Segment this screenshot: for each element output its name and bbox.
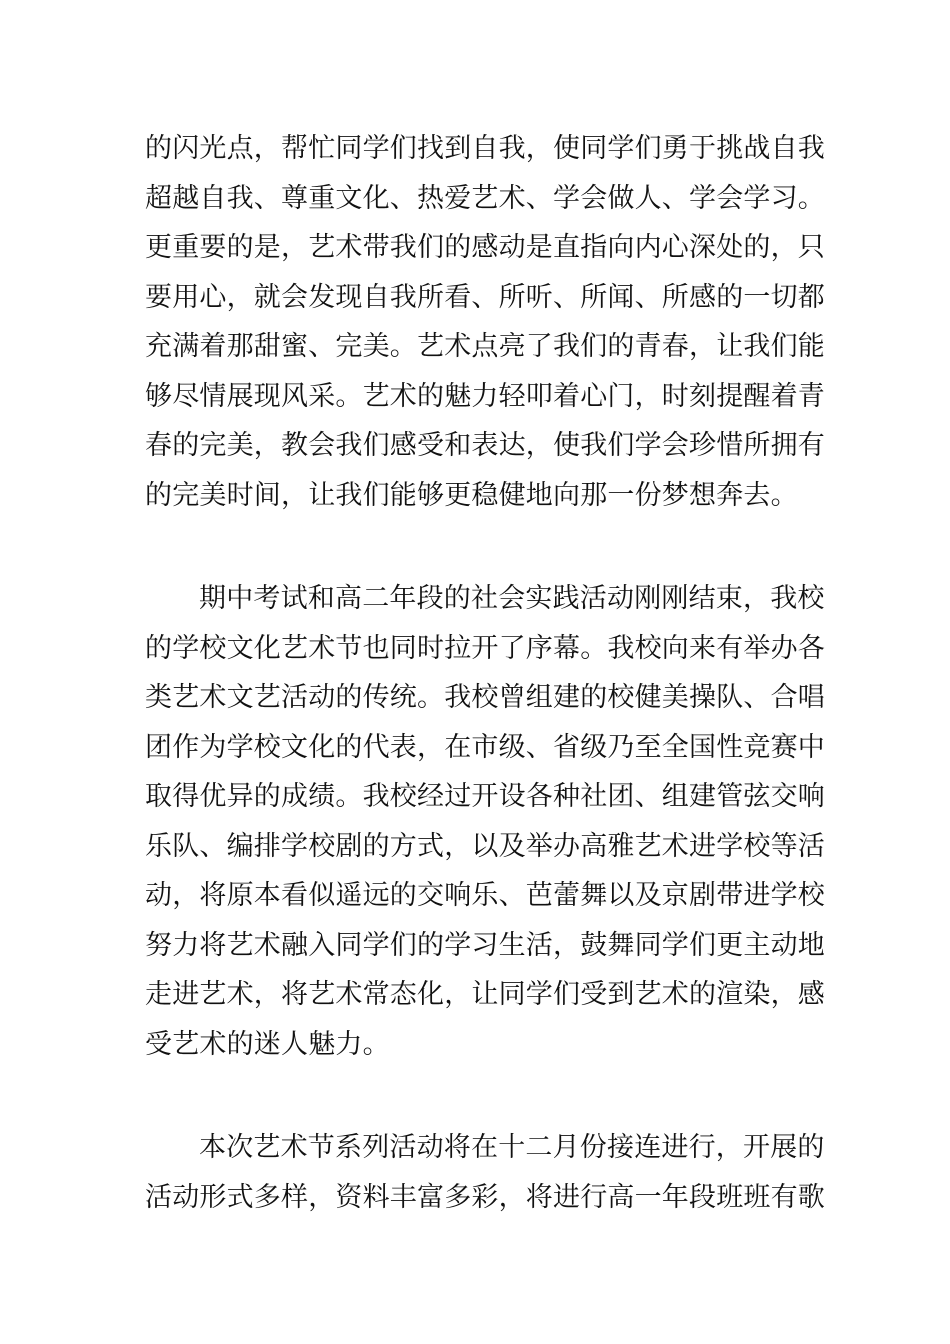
text-line: 的完美时间，让我们能够更稳健地向那一份梦想奔去。 bbox=[145, 479, 798, 511]
text-line: 动，将原本看似遥远的交响乐、芭蕾舞以及京剧带进学校 bbox=[145, 880, 825, 911]
text-line: 努力将艺术融入同学们的学习生活，鼓舞同学们更主动地 bbox=[145, 929, 825, 961]
text-line: 的闪光点，帮忙同学们找到自我，使同学们勇于挑战自我 bbox=[145, 133, 825, 164]
text-line-indented: 期中考试和高二年段的社会实践活动刚刚结束，我校 bbox=[199, 583, 825, 614]
text-line: 团作为学校文化的代表，在市级、省级乃至全国性竞赛中 bbox=[145, 731, 825, 763]
text-line: 充满着那甜蜜、完美。艺术点亮了我们的青春，让我们能 bbox=[145, 331, 825, 362]
text-line: 要用心，就会发现自我所看、所听、所闻、所感的一切都 bbox=[145, 281, 825, 313]
text-line: 活动形式多样，资料丰富多彩，将进行高一年段班班有歌 bbox=[145, 1181, 825, 1213]
paragraph-art-festival-opening bbox=[145, 574, 825, 1069]
text-line: 春的完美，教会我们感受和表达，使我们学会珍惜所拥有 bbox=[145, 430, 825, 461]
text-line: 乐队、编排学校剧的方式，以及举办高雅艺术进学校等活 bbox=[145, 830, 825, 862]
text-line: 走进艺术，将艺术常态化，让同学们受到艺术的渲染，感 bbox=[145, 979, 825, 1010]
paragraph-art-benefits bbox=[145, 124, 825, 520]
paragraph-festival-activities bbox=[145, 1123, 825, 1222]
text-line: 受艺术的迷人魅力。 bbox=[145, 1028, 390, 1060]
text-line: 的学校文化艺术节也同时拉开了序幕。我校向来有举办各 bbox=[145, 632, 825, 664]
text-line: 类艺术文艺活动的传统。我校曾组建的校健美操队、合唱 bbox=[145, 682, 825, 713]
text-line: 超越自我、尊重文化、热爱艺术、学会做人、学会学习。 bbox=[145, 182, 825, 214]
text-line-indented: 本次艺术节系列活动将在十二月份接连进行，开展的 bbox=[199, 1132, 825, 1163]
text-line: 更重要的是，艺术带我们的感动是直指向内心深处的，只 bbox=[145, 232, 825, 263]
text-line: 够尽情展现风采。艺术的魅力轻叩着心门，时刻提醒着青 bbox=[145, 380, 825, 412]
text-line: 取得优异的成绩。我校经过开设各种社团、组建管弦交响 bbox=[145, 781, 825, 812]
